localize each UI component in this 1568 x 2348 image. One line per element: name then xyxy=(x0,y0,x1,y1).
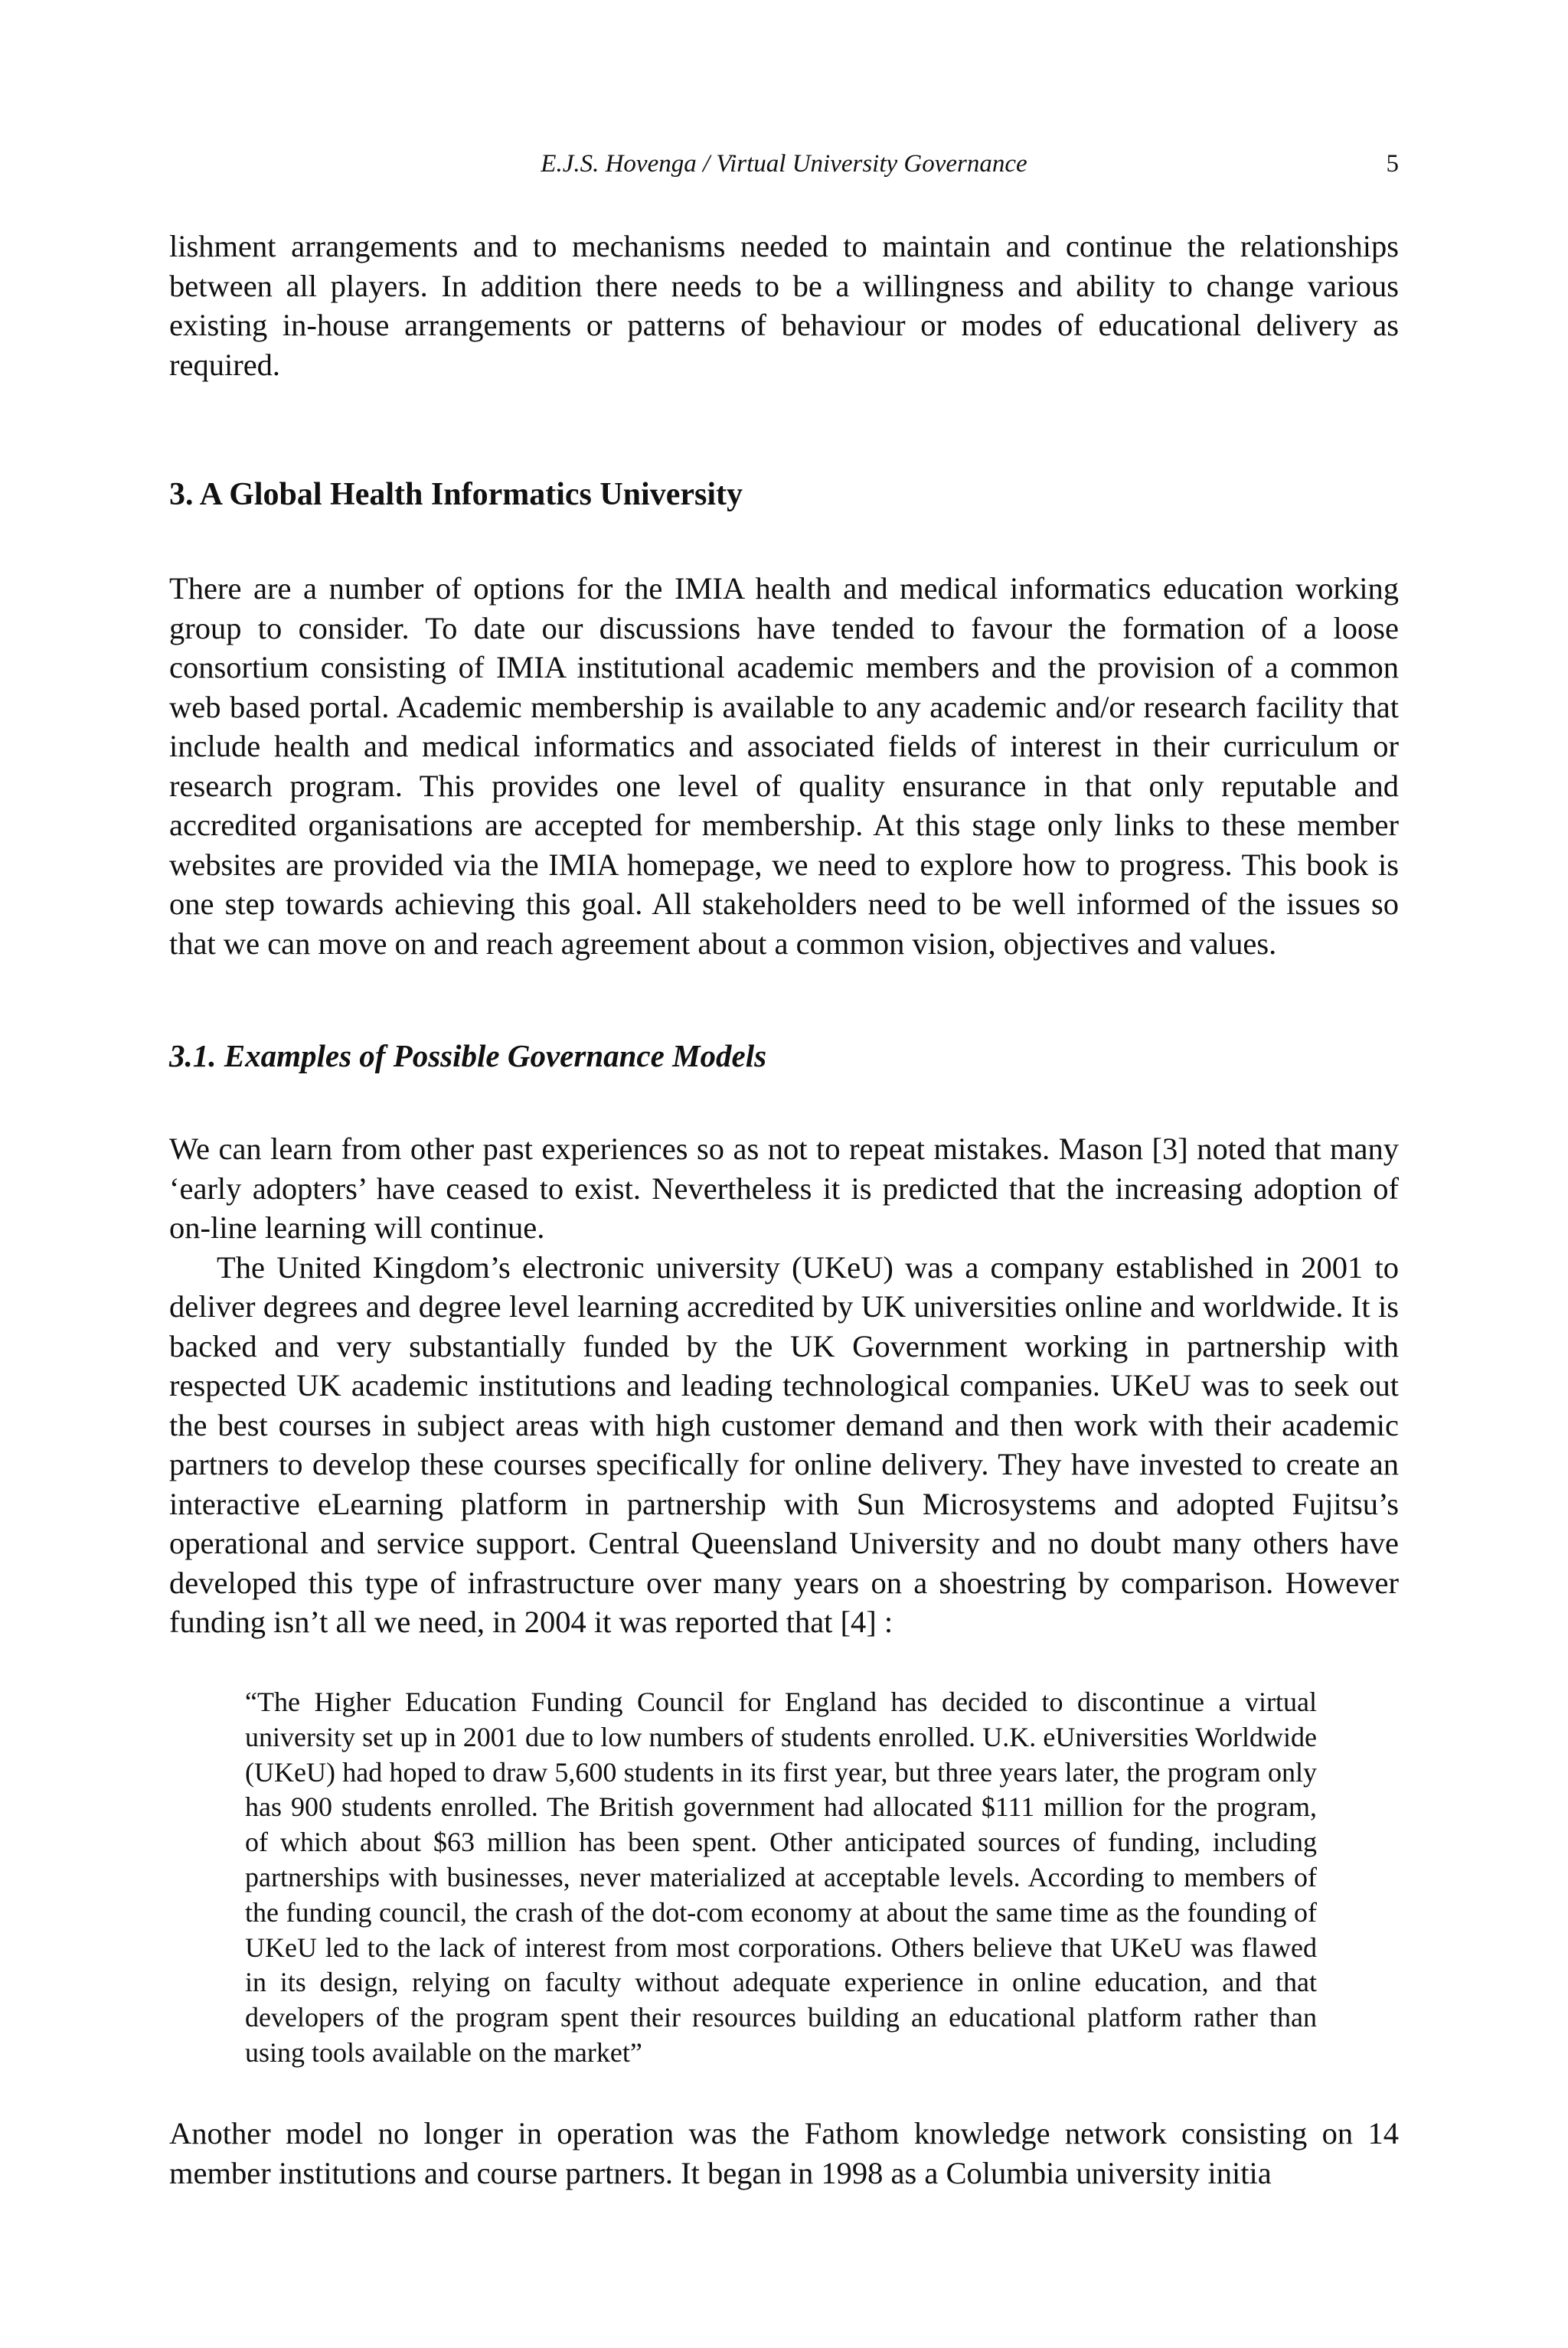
running-title: E.J.S. Hovenga / Virtual University Governance xyxy=(541,150,1027,178)
paragraph-section-3 xyxy=(169,569,1399,963)
subsection-heading-3-1: 3.1. Examples of Possible Governance Models xyxy=(169,1038,767,1073)
paragraph-intro-continuation xyxy=(169,227,1399,384)
paragraph-text: lishment arrangements and to mechanisms needed to maintain and continue the relationships between all players. In addition there needs to be a willingness and ability to change various existing in-house arrangements or patterns of behaviour or modes of educational delivery as required. xyxy=(169,229,1399,382)
block-quote: “The Higher Education Funding Council for England has decided to discontinue a virtual university set up in 2001 due to low numbers of students enrolled. U.K. eUniversities Worldwide (UKeU) had hoped to draw 5,600 students in its first year, but three years later, the program only has 900 students enrolled. The British government had allocated $111 million for the program, of which about $63 million has been spent. Other anticipated sources of funding, including partnerships with businesses, never materialized at acceptable levels. According to members of the funding council, the crash of the dot-com economy at about the same time as the founding of UKeU led to the lack of interest from most corporations. Others believe that UKeU was flawed in its design, relying on faculty without adequate experience in online education, and that developers of the program spent their resources building an educational platform rather than using tools available on the market” xyxy=(245,1687,1317,2068)
paragraphs-section-3-1 xyxy=(169,1129,1399,1642)
paragraph-text: There are a number of options for the IMIA health and medical informatics education working group to consider. To date our discussions have tended to favour the formation of a loose consortium consisting of IMIA institutional academic members and the provision of a common web based portal. Academic membership is available to any academic and/or research facility that include health and medical informatics and associated fields of interest in their curriculum or research program. This provides one level of quality ensurance in that only reputable and accredited organisations are accepted for membership. At this stage only links to these member websites are provided via the IMIA homepage, we need to explore how to progress. This book is one step towards achieving this goal. All stakeholders need to be well informed of the issues so that we can move on and reach agreement about a common vision, objectives and values. xyxy=(169,571,1399,961)
paragraph-text: Another model no longer in operation was the Fathom knowledge network consisting on 14 member institutions and course partners. It began in 1998 as a Columbia university initia xyxy=(169,2116,1399,2190)
running-header xyxy=(169,150,1399,188)
paragraph-fathom xyxy=(169,2114,1399,2193)
paragraph-text: The United Kingdom’s electronic university (UKeU) was a company established in 2001 to deliver degrees and degree level learning accredited by UK universities online and worldwide. It is backed and very substantially funded by the UK Government working in partnership with respected UK academic institutions and leading technological companies. UKeU was to seek out the best courses in subject areas with high customer demand and then work with their academic partners to develop these courses specifically for online delivery. They have invested to create an interactive eLearning platform in partnership with Sun Microsystems and adopted Fujitsu’s operational and service support. Central Queensland University and no doubt many others have developed this type of infrastructure over many years on a shoestring by comparison. However funding isn’t all we need, in 2004 it was reported that [4] : xyxy=(169,1249,1399,1639)
paragraph-text: We can learn from other past experiences so as not to repeat mistakes. Mason [3] noted that many ‘early adopters’ have ceased to exist. Nevertheless it is predicted that the increasing adoption of on-line learning will continue. xyxy=(169,1132,1399,1245)
section-heading-3: 3. A Global Health Informatics University xyxy=(169,477,743,512)
page-number: 5 xyxy=(1386,150,1399,178)
